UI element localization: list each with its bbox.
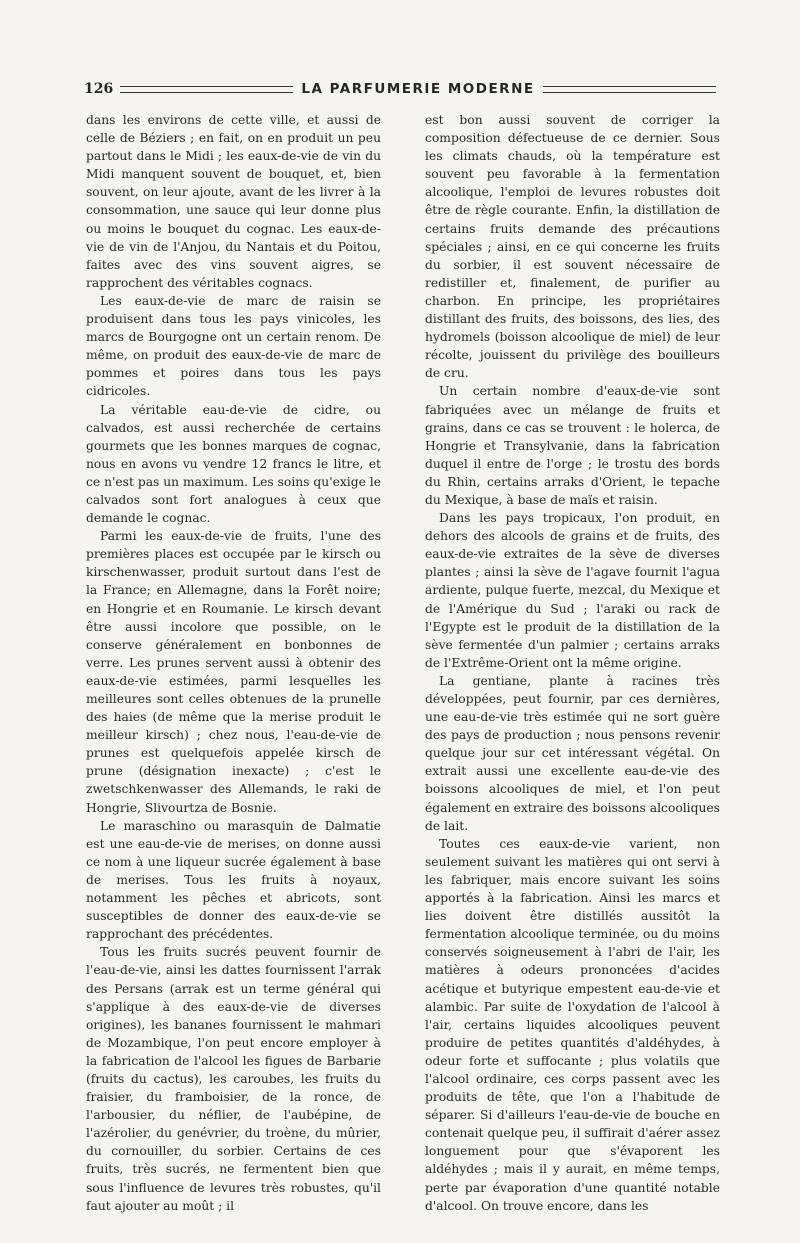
page-number: 126: [84, 81, 114, 97]
header-rule-right: [543, 86, 716, 93]
paragraph: Parmi les eaux-de-vie de fruits, l'une des premières places est occupée par le kirsch ou kirschenwasser, produit surtout dans l'est de la France; en Allemagne, dans la Forêt noire; en Hongrie et en Roumanie. Le kirsch devant être aussi incolore que possible, on le conserve généralement en bonbonnes de verre. Les prunes servent aussi à obtenir des eaux-de-vie estimées, parmi lesquelles les meilleures sont celles obtenues de la prunelle des haies (de même que la merise produit le meilleur kirsch) ; chez nous, l'eau-de-vie de prunes est quelquefois appelée kirsch de prune (désignation inexacte) ; c'est le zwetschkenwasser des Allemands, le raki de Hongrie, Slivourtza de Bosnie.: [86, 529, 381, 815]
right-column: [425, 111, 720, 1215]
paragraph: Les eaux-de-vie de marc de raisin se produisent dans tous les pays vinicoles, les marcs de Bourgogne ont un certain renom. De même, on produit des eaux-de-vie de marc de pommes et poires dans tous les pays cidricoles.: [86, 293, 381, 399]
page-header: [84, 78, 724, 100]
paragraph: La gentiane, plante à racines très développées, peut fournir, par ces dernières, une eau-de-vie très estimée qui ne sort guère des pays de production ; nous pensons revenir quelque jour sur cet intéressant végétal. On extrait aussi une excellente eau-de-vie des boissons alcooliques de miel, et l'on peut également en extraire des boissons alcooliques de lait.: [425, 673, 720, 833]
paragraph: Dans les pays tropicaux, l'on produit, en dehors des alcools de grains et de fruits, des eaux-de-vie extraites de la sève de diverses plantes ; ainsi la sève de l'agave fournit l'agua ardiente, pulque fuerte, mezcal, du Mexique et de l'Amérique du Sud ; l'araki ou rack de l'Egypte est le produit de la distillation de la sève fermentée d'un palmier ; certains arraks de l'Extrême-Orient ont la même origine.: [425, 511, 720, 670]
paragraph: Un certain nombre d'eaux-de-vie sont fabriquées avec un mélange de fruits et grains, dans ce cas se trouvent : le holerca, de Hongrie et Transylvanie, dans la fabrication duquel il entre de l'orge ; le trostu des bords du Rhin, certains arraks d'Orient, le tepache du Mexique, à base de maïs et raisin.: [425, 384, 720, 507]
left-column: [86, 111, 381, 1215]
paragraph: dans les environs de cette ville, et aussi de celle de Béziers ; en fait, on en produit un peu partout dans le Midi ; les eaux-de-vie de vin du Midi manquent souvent de bouquet, et, bien souvent, on leur ajoute, avant de les livrer à la consommation, une sauce qui leur donne plus ou moins le bouquet du cognac. Les eaux-de-vie de vin de l'Anjou, du Nantais et du Poitou, faites avec des vins souvent aigres, se rapprochent des véritables cognacs.: [86, 113, 381, 290]
header-rule-left: [120, 86, 293, 93]
running-title: LA PARFUMERIE MODERNE: [301, 81, 535, 97]
paragraph: est bon aussi souvent de corriger la composition défectueuse de ce dernier. Sous les climats chauds, où la température est souvent peu favorable à la fermentation alcoolique, l'emploi de levures robustes doit être de règle courante. Enfin, la distillation de certains fruits demande des précautions spéciales ; ainsi, en ce qui concerne les fruits du sorbier, il est souvent nécessaire de redistiller et, finalement, de purifier au charbon. En principe, les propriétaires distillant des fruits, des boissons, des lies, des hydromels (boisson alcoolique de miel) de leur récolte, jouissent du privilège des bouilleurs de cru.: [425, 113, 720, 381]
paragraph: Le maraschino ou marasquin de Dalmatie est une eau-de-vie de merises, on donne aussi ce nom à une liqueur sucrée également à base de merises. Tous les fruits à noyaux, notamment les pêches et abricots, sont susceptibles de donner des eaux-de-vie se rapprochant des précédentes.: [86, 818, 381, 942]
paragraph: Tous les fruits sucrés peuvent fournir de l'eau-de-vie, ainsi les dattes fournissent l'arrak des Persans (arrak est un terme général qui s'applique à des eaux-de-vie de diverses origines), les bananes fournissent le mahmari de Mozambique, l'on peut encore employer à la fabrication de l'alcool les figues de Barbarie (fruits du cactus), les caroubes, les fruits du fraisier, du framboisier, de la ronce, de l'arbousier, du néflier, de l'aubépine, de l'azérolier, du genévrier, du troène, du mûrier, du cornouiller, du sorbier. Certains de ces fruits, très sucrés, ne fermentent bien que sous l'influence de levures très robustes, qu'il faut ajouter au moût ; il: [86, 945, 381, 1213]
paragraph: La véritable eau-de-vie de cidre, ou calvados, est aussi recherchée de certains gourmets que les bonnes marques de cognac, nous en avons vu vendre 12 francs le litre, et ce n'est pas un maximum. Les soins qu'exige le calvados sont fort analogues à ceux que demande le cognac.: [86, 402, 381, 526]
paragraph: Toutes ces eaux-de-vie varient, non seulement suivant les matières qui ont servi à les fabriquer, mais encore suivant les soins apportés à la fabrication. Ainsi les marcs et lies doivent être distillés aussitôt la fermentation alcoolique terminée, ou du moins conservés soigneusement à l'abri de l'air, les matières à odeurs prononcées d'acides acétique et butyrique empestent eau-de-vie et alambic. Par suite de l'oxydation de l'alcool à l'air, certains liquides alcooliques peuvent produire de petites quantités d'aldéhydes, à odeur forte et suffocante ; plus volatils que l'alcool ordinaire, ces corps passent avec les produits de tête, que l'on a l'habitude de séparer. Si d'ailleurs l'eau-de-vie de bouche en contenait quelque peu, il suffirait d'aérer assez longuement pour que s'évaporent les aldéhydes ; mais il y aurait, en même temps, perte par évaporation d'une quantité notable d'alcool. On trouve encore, dans les: [425, 836, 720, 1213]
